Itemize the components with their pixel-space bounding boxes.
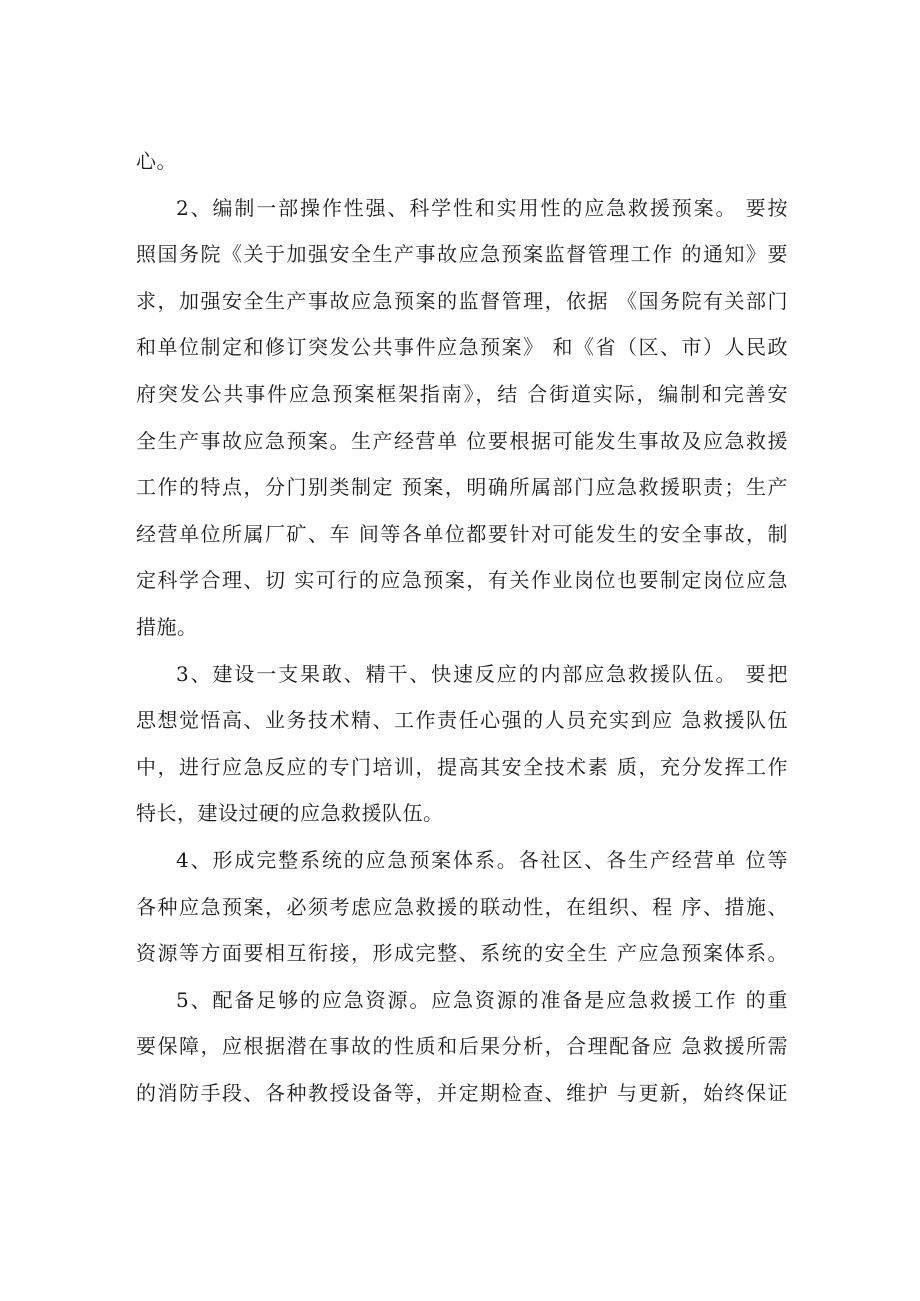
text-line: 特长，建设过硬的应急救援队伍。: [136, 801, 444, 826]
text-line: 经营单位所属厂矿、车 间等各单位都要针对可能发生的安全事故，制: [136, 521, 788, 546]
paragraph-5-first-line: 5、配备足够的应急资源。应急资源的准备是应急救援工作 的重: [176, 987, 788, 1012]
text-line: 中，进行应急反应的专门培训，提高其安全技术素 质，充分发挥工作: [136, 754, 788, 779]
text-line: 工作的特点，分门别类制定 预案，明确所属部门应急救援职责；生产: [136, 475, 788, 500]
text-line: 措施。: [136, 614, 198, 639]
text-line: 的消防手段、各种教授设备等，并定期检查、维护 与更新，始终保证: [136, 1080, 788, 1105]
text-line: 资源等方面要相互衔接，形成完整、系统的安全生 产应急预案体系。: [136, 941, 788, 966]
text-line: 定科学合理、切 实可行的应急预案，有关作业岗位也要制定岗位应急: [136, 568, 788, 593]
text-line: 要保障，应根据潜在事故的性质和后果分析，合理配备应 急救援所需: [136, 1034, 788, 1059]
text-line: 照国务院《关于加强安全生产事故应急预案监督管理工作 的通知》要: [136, 242, 788, 267]
text-line: 求，加强安全生产事故应急预案的监督管理，依据 《国务院有关部门: [136, 288, 788, 313]
paragraph-2-first-line: 2、编制一部操作性强、科学性和实用性的应急救援预案。 要按: [176, 195, 788, 220]
text-line: 和单位制定和修订突发公共事件应急预案》 和《省（区、市）人民政: [136, 335, 788, 360]
text-line: 全生产事故应急预案。生产经营单 位要根据可能发生事故及应急救援: [136, 428, 788, 453]
paragraph-4-first-line: 4、形成完整系统的应急预案体系。各社区、各生产经营单 位等: [176, 847, 788, 872]
text-line: 府突发公共事件应急预案框架指南》，结 合街道实际，编制和完善安: [136, 381, 788, 406]
document-body: [136, 138, 788, 1116]
text-line: 各种应急预案，必须考虑应急救援的联动性，在组织、程 序、措施、: [136, 894, 788, 919]
text-line: 思想觉悟高、业务技术精、工作责任心强的人员充实到应 急救援队伍: [136, 708, 788, 733]
text-line: 心。: [136, 149, 177, 173]
paragraph-3-first-line: 3、建设一支果敢、精干、快速反应的内部应急救援队伍。 要把: [176, 661, 788, 686]
